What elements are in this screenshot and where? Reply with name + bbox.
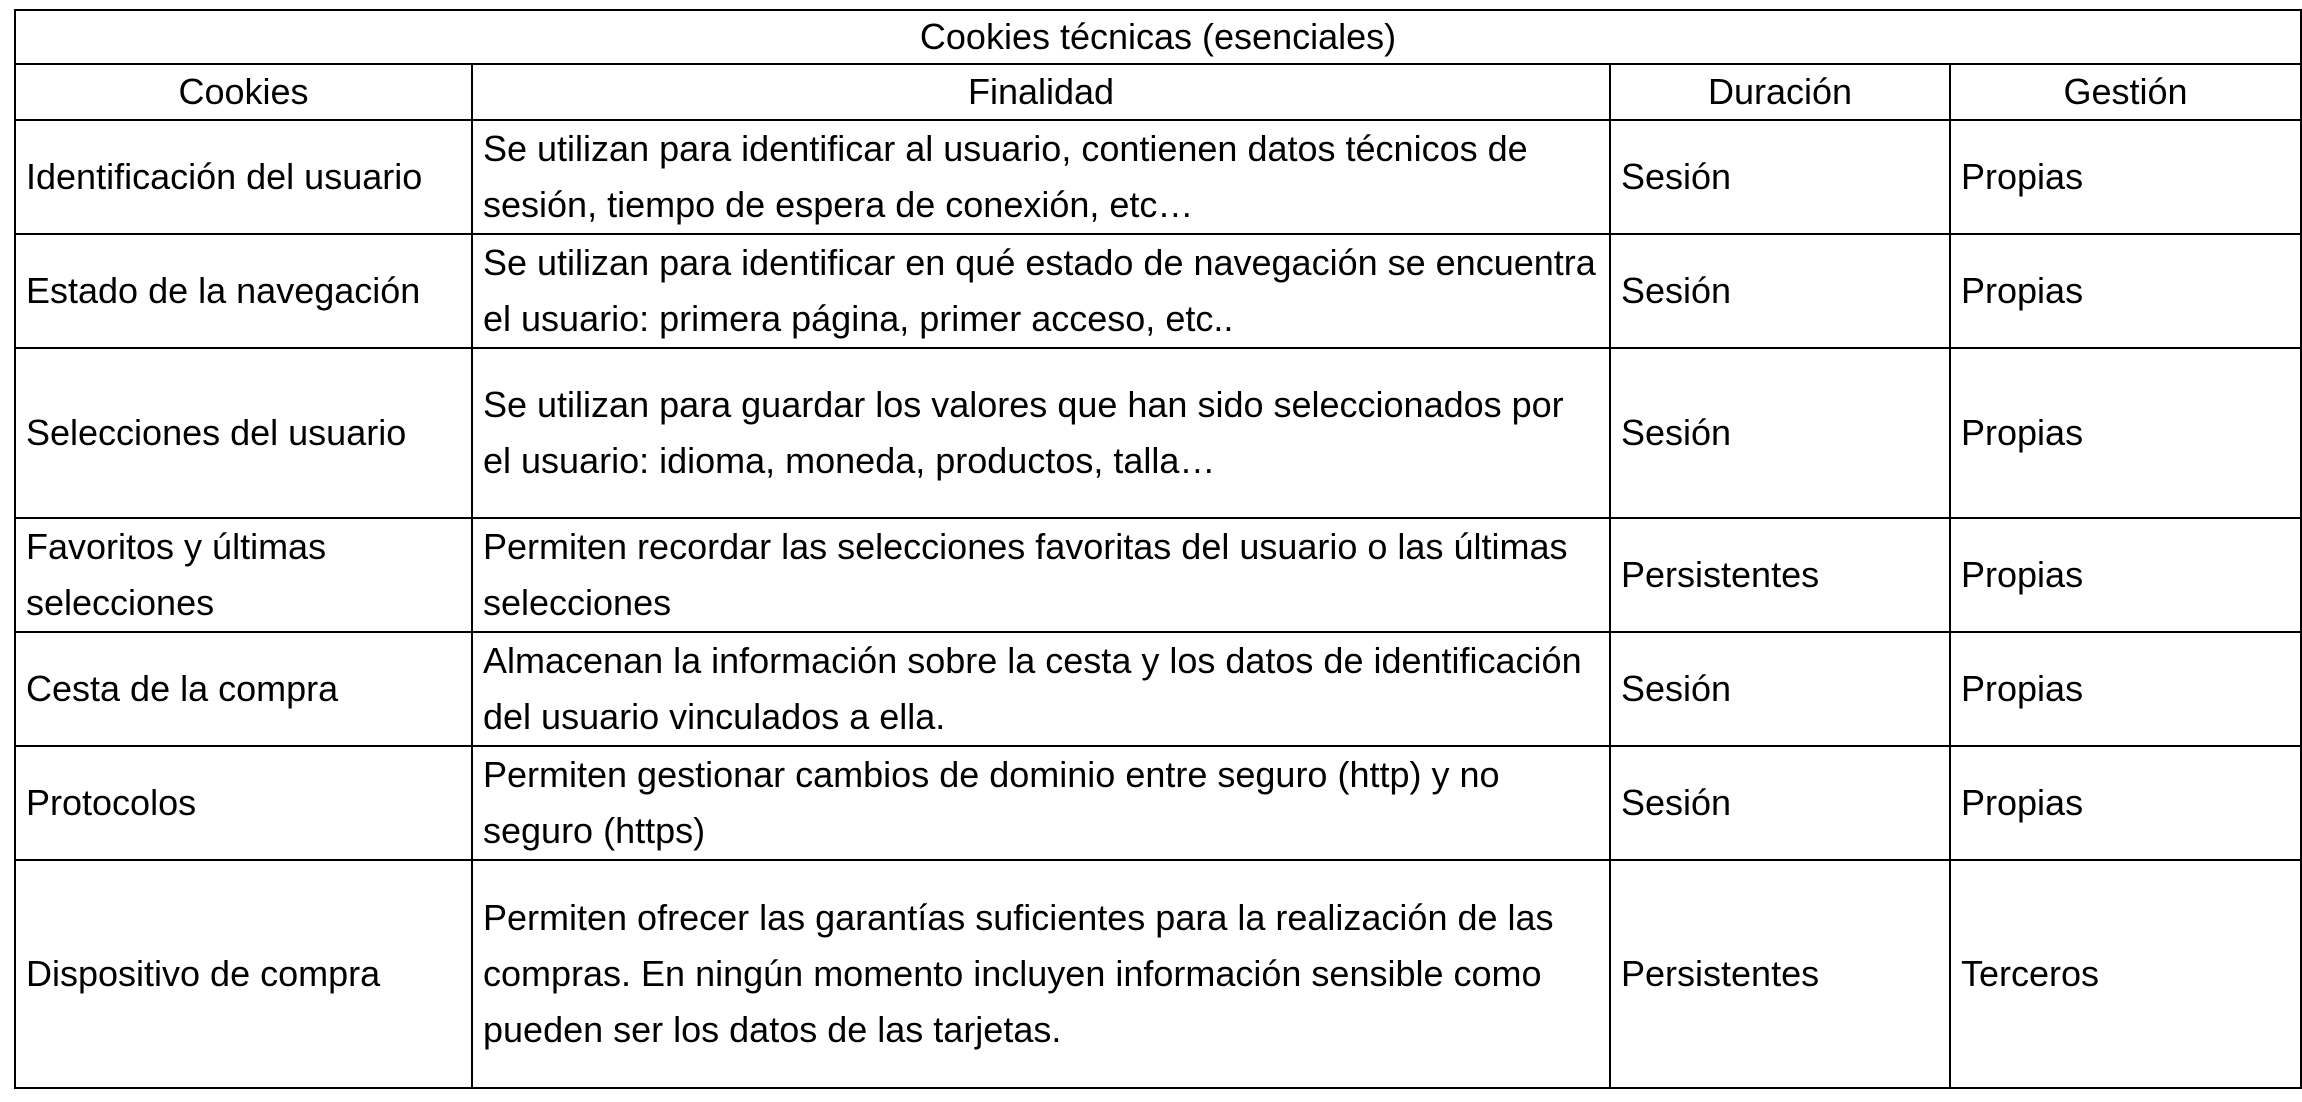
table-header-row [15, 64, 2301, 120]
cell-finalidad: Se utilizan para guardar los valores que han sido seleccionados por el usuario: idioma, moneda, productos, talla… [472, 348, 1610, 518]
cell-cookie: Dispositivo de compra [15, 860, 472, 1088]
table-row [15, 120, 2301, 234]
cell-duracion: Sesión [1610, 746, 1950, 860]
cell-cookie: Favoritos y últimas selecciones [15, 518, 472, 632]
header-duracion: Duración [1610, 64, 1950, 120]
cell-gestion: Propias [1950, 632, 2301, 746]
cell-finalidad: Permiten gestionar cambios de dominio entre seguro (http) y no seguro (https) [472, 746, 1610, 860]
header-finalidad: Finalidad [472, 64, 1610, 120]
table-caption: Cookies técnicas (esenciales) [15, 10, 2301, 64]
table-row [15, 860, 2301, 1088]
table-row [15, 348, 2301, 518]
cell-gestion: Propias [1950, 348, 2301, 518]
header-gestion: Gestión [1950, 64, 2301, 120]
cell-cookie: Protocolos [15, 746, 472, 860]
table-row [15, 234, 2301, 348]
table-row [15, 632, 2301, 746]
cell-duracion: Sesión [1610, 120, 1950, 234]
cell-cookie: Identificación del usuario [15, 120, 472, 234]
cell-finalidad: Se utilizan para identificar al usuario, contienen datos técnicos de sesión, tiempo de espera de conexión, etc… [472, 120, 1610, 234]
cell-finalidad: Almacenan la información sobre la cesta y los datos de identificación del usuario vinculados a ella. [472, 632, 1610, 746]
cell-duracion: Persistentes [1610, 518, 1950, 632]
cell-finalidad: Permiten ofrecer las garantías suficientes para la realización de las compras. En ningún momento incluyen información sensible como pueden ser los datos de las tarjetas. [472, 860, 1610, 1088]
header-cookies: Cookies [15, 64, 472, 120]
cell-finalidad: Se utilizan para identificar en qué estado de navegación se encuentra el usuario: primera página, primer acceso, etc.. [472, 234, 1610, 348]
cell-gestion: Propias [1950, 234, 2301, 348]
cell-gestion: Propias [1950, 120, 2301, 234]
cell-finalidad: Permiten recordar las selecciones favoritas del usuario o las últimas selecciones [472, 518, 1610, 632]
cell-cookie: Selecciones del usuario [15, 348, 472, 518]
cell-duracion: Sesión [1610, 234, 1950, 348]
cell-duracion: Sesión [1610, 348, 1950, 518]
cell-gestion: Propias [1950, 746, 2301, 860]
cell-cookie: Estado de la navegación [15, 234, 472, 348]
cell-gestion: Terceros [1950, 860, 2301, 1088]
cell-duracion: Persistentes [1610, 860, 1950, 1088]
table-row [15, 518, 2301, 632]
cell-duracion: Sesión [1610, 632, 1950, 746]
cell-gestion: Propias [1950, 518, 2301, 632]
cookies-table [14, 9, 2302, 1089]
table-row [15, 746, 2301, 860]
cell-cookie: Cesta de la compra [15, 632, 472, 746]
